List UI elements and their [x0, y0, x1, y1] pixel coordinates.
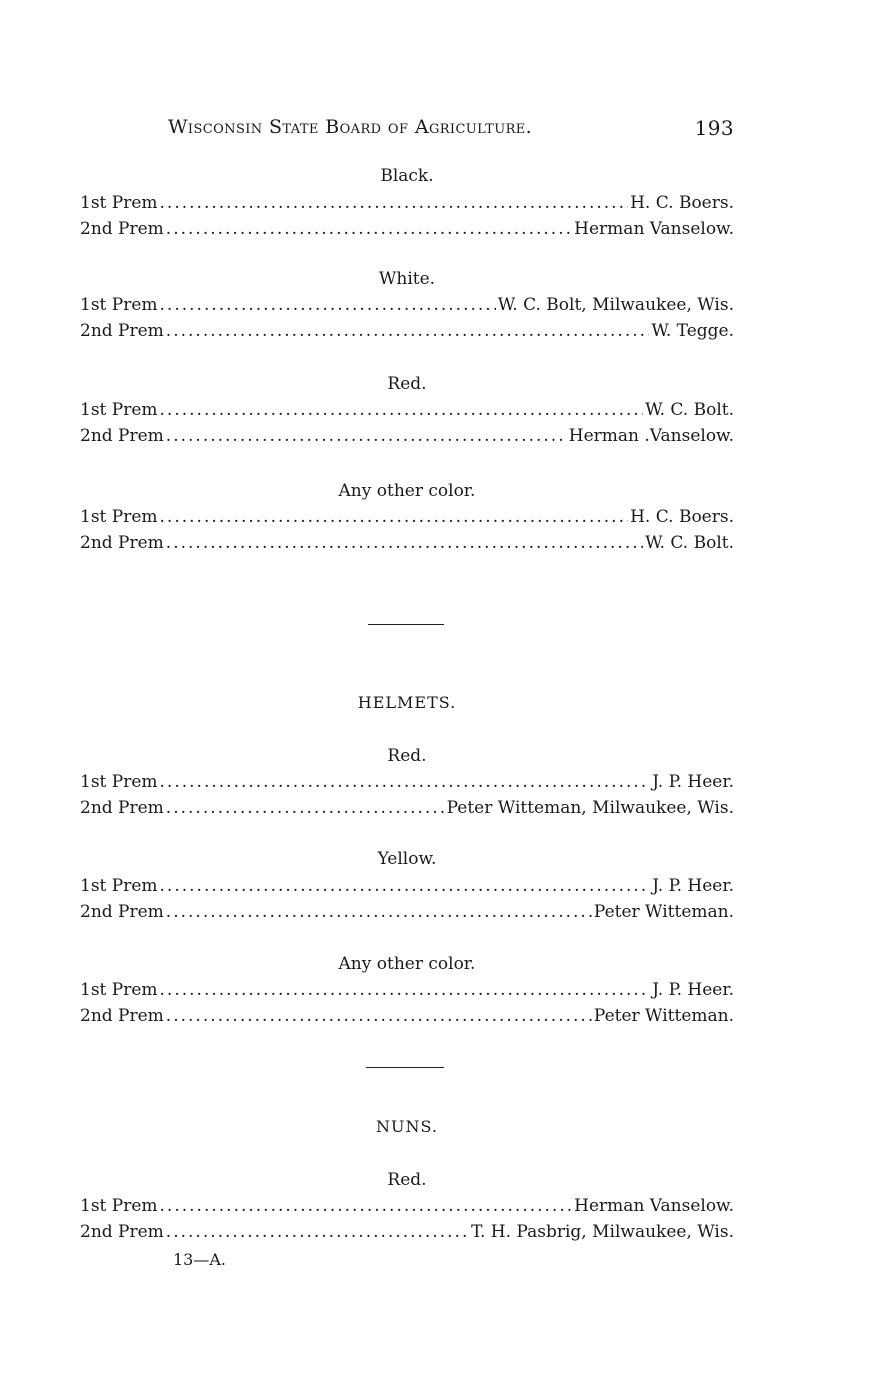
leader-dots	[166, 798, 445, 818]
entry-row	[80, 980, 734, 1002]
entry-row	[80, 876, 734, 898]
section-heading-helmets: HELMETS.	[357, 693, 457, 712]
running-header	[168, 116, 734, 146]
entry-label: 2nd Prem	[80, 219, 164, 239]
entry-row	[80, 400, 734, 422]
entry-row	[80, 533, 734, 555]
subhead-any-other-color: Any other color.	[338, 481, 476, 501]
entry-value: Herman Vanselow.	[574, 219, 734, 239]
entry-label: 1st Prem	[80, 772, 158, 792]
leader-dots	[160, 772, 651, 792]
leader-dots	[166, 1222, 469, 1242]
entry-value: Peter Witteman, Milwaukee, Wis.	[446, 798, 734, 818]
entry-value: Herman Vanselow.	[574, 1196, 734, 1216]
entry-label: 2nd Prem	[80, 902, 164, 922]
page-number: 193	[694, 116, 734, 140]
entry-label: 1st Prem	[80, 400, 158, 420]
entry-label: 1st Prem	[80, 507, 158, 527]
leader-dots	[166, 1006, 592, 1026]
entry-label: 1st Prem	[80, 295, 158, 315]
subhead-black: Black.	[380, 166, 434, 186]
entry-value: Peter Witteman.	[593, 1006, 734, 1026]
subhead-yellow: Yellow.	[377, 849, 437, 869]
entry-value: W. C. Bolt, Milwaukee, Wis.	[497, 295, 734, 315]
entry-label: 2nd Prem	[80, 1222, 164, 1242]
subhead-red: Red.	[387, 746, 427, 766]
entry-label: 2nd Prem	[80, 321, 164, 341]
section-divider	[368, 624, 444, 625]
entry-label: 1st Prem	[80, 1196, 158, 1216]
entry-label: 2nd Prem	[80, 798, 164, 818]
section-divider	[366, 1067, 444, 1068]
entry-value: W. C. Bolt.	[645, 533, 734, 553]
leader-dots	[160, 876, 651, 896]
entry-value: H. C. Boers.	[630, 507, 734, 527]
leader-dots	[160, 193, 629, 213]
entry-row	[80, 193, 734, 215]
entry-row	[80, 295, 734, 317]
leader-dots	[160, 507, 629, 527]
entry-label: 2nd Prem	[80, 1006, 164, 1026]
entry-row	[80, 321, 734, 343]
entry-value: J. P. Heer.	[652, 772, 734, 792]
entry-value: W. Tegge.	[651, 321, 734, 341]
entry-value: W. C. Bolt.	[645, 400, 734, 420]
entry-value: J. P. Heer.	[652, 876, 734, 896]
entry-label: 1st Prem	[80, 876, 158, 896]
entry-row	[80, 772, 734, 794]
leader-dots	[166, 219, 572, 239]
running-title: Wisconsin State Board of Agriculture.	[168, 116, 533, 138]
entry-row	[80, 1196, 734, 1218]
entry-value: J. P. Heer.	[652, 980, 734, 1000]
entry-row	[80, 902, 734, 924]
entry-row	[80, 1222, 734, 1244]
entry-label: 1st Prem	[80, 193, 158, 213]
entry-row	[80, 426, 734, 448]
leader-dots	[160, 1196, 573, 1216]
subhead-red: Red.	[387, 374, 427, 394]
section-heading-nuns: NUNS.	[376, 1117, 438, 1136]
entry-row	[80, 219, 734, 241]
entry-label: 1st Prem	[80, 980, 158, 1000]
entry-value: Peter Witteman.	[593, 902, 734, 922]
leader-dots	[160, 980, 651, 1000]
leader-dots	[166, 533, 643, 553]
subhead-red: Red.	[387, 1170, 427, 1190]
entry-value: Herman .Vanselow.	[568, 426, 734, 446]
leader-dots	[160, 400, 644, 420]
entry-label: 2nd Prem	[80, 426, 164, 446]
signature-mark: 13—A.	[173, 1250, 226, 1269]
entry-label: 2nd Prem	[80, 533, 164, 553]
entry-row	[80, 798, 734, 820]
leader-dots	[166, 321, 650, 341]
leader-dots	[166, 426, 567, 446]
leader-dots	[160, 295, 496, 315]
subhead-white: White.	[378, 269, 436, 289]
subhead-any-other-color: Any other color.	[338, 954, 476, 974]
entry-row	[80, 1006, 734, 1028]
entry-value: T. H. Pasbrig, Milwaukee, Wis.	[471, 1222, 734, 1242]
entry-row	[80, 507, 734, 529]
leader-dots	[166, 902, 592, 922]
entry-value: H. C. Boers.	[630, 193, 734, 213]
